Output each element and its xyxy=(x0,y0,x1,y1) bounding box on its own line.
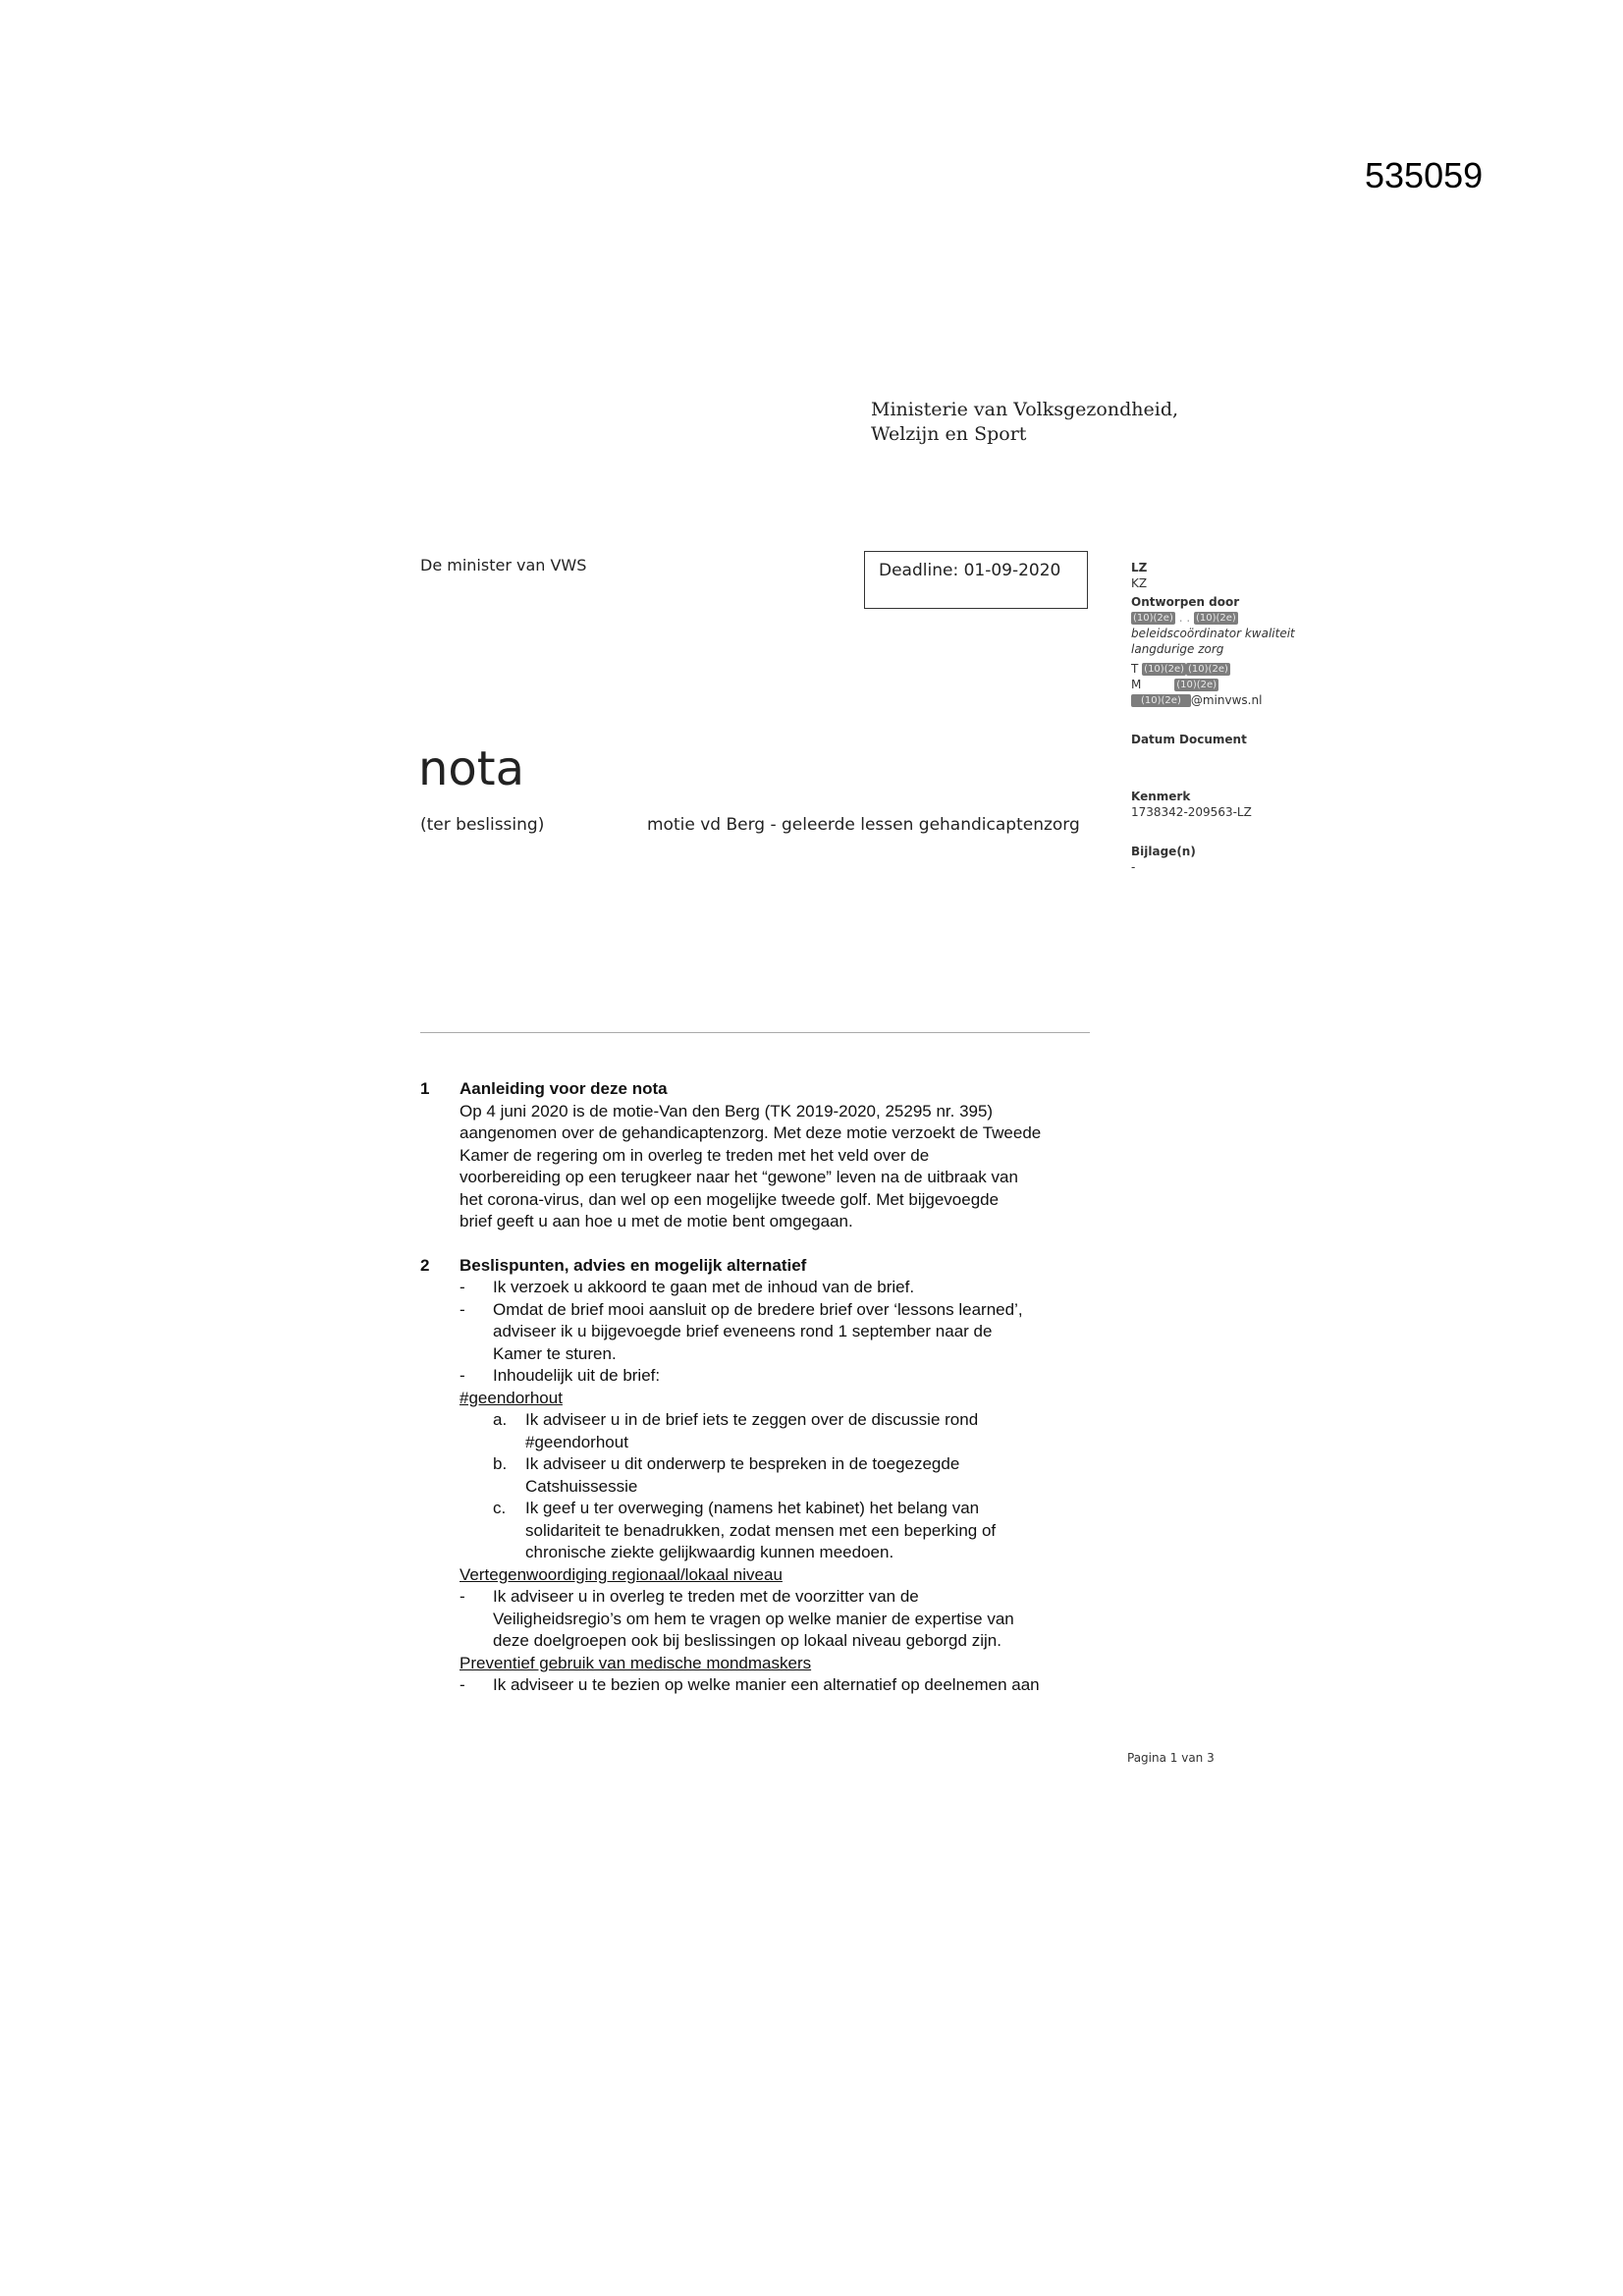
list-marker: - xyxy=(460,1278,465,1296)
list-item-line: Ik adviseer u dit onderwerp te bespreken in de toegezegde xyxy=(525,1454,960,1473)
attachments-label: Bijlage(n) xyxy=(1131,845,1196,858)
list-item xyxy=(460,1409,1127,1453)
list-item-line: Veiligheidsregio’s om hem te vragen op welke manier de expertise van xyxy=(493,1609,1014,1628)
list-marker: b. xyxy=(493,1454,508,1473)
list-item-line: Ik adviseer u in overleg te treden met de voorzitter van de xyxy=(493,1587,919,1606)
designed-by-names: (10)(2e) . . (10)(2e) xyxy=(1133,611,1236,625)
document-number: 535059 xyxy=(1365,155,1484,195)
list-item xyxy=(460,1277,1127,1299)
list-marker: c. xyxy=(493,1499,507,1517)
list-item-line: Omdat de brief mooi aansluit op de bredere brief over ‘lessons learned’, xyxy=(493,1299,1023,1319)
list-item-line: deze doelgroepen ook bij beslissingen op lokaal niveau geborgd zijn. xyxy=(493,1631,1001,1650)
subheading: Vertegenwoordiging regionaal/lokaal niveau xyxy=(460,1564,783,1584)
list-item-line: chronische ziekte gelijkwaardig kunnen meedoen. xyxy=(525,1543,894,1561)
list-item-line: Kamer te sturen. xyxy=(493,1343,617,1363)
divider xyxy=(420,1032,1090,1033)
list-item-line: #geendorhout xyxy=(525,1432,628,1451)
paragraph-line: Op 4 juni 2020 is de motie-Van den Berg (TK 2019-2020, 25295 nr. 395) xyxy=(460,1101,994,1121)
mobile-label: M xyxy=(1131,678,1142,691)
department-lz: LZ xyxy=(1131,561,1148,574)
section-heading: Aanleiding voor deze nota xyxy=(460,1079,668,1098)
list-marker: a. xyxy=(493,1410,508,1429)
subheading: Preventief gebruik van medische mondmaskers xyxy=(460,1653,812,1672)
page-number: Pagina 1 van 3 xyxy=(1127,1751,1215,1765)
phone-label: T xyxy=(1131,662,1139,676)
section-heading: Beslispunten, advies en mogelijk alternatief xyxy=(460,1255,807,1275)
list-item-line: adviseer ik u bijgevoegde brief eveneens rond 1 september naar de xyxy=(493,1322,993,1340)
document-body xyxy=(420,1078,1127,1697)
section-2 xyxy=(420,1255,1127,1697)
list-item-line: Inhoudelijk uit de brief: xyxy=(493,1366,661,1385)
mobile-line xyxy=(1131,677,1327,692)
redaction-block: (10)(2e) xyxy=(1144,664,1185,675)
redaction-block: (10)(2e) xyxy=(1176,680,1217,690)
addressee: De minister van VWS xyxy=(420,556,587,574)
paragraph-line: aangenomen over de gehandicaptenzorg. Met deze motie verzoekt de Tweede xyxy=(460,1123,1042,1142)
list-item-line: Ik adviseer u te bezien op welke manier een alternatief op deelnemen aan xyxy=(493,1675,1040,1694)
list-item xyxy=(460,1453,1127,1498)
list-marker: - xyxy=(460,1675,465,1694)
list-item-line: solidariteit te benadrukken, zodat mensen met een beperking of xyxy=(525,1520,997,1540)
subheading: #geendorhout xyxy=(460,1388,563,1407)
deadline-box: Deadline: 01-09-2020 xyxy=(864,551,1088,609)
phone-line xyxy=(1131,661,1327,677)
document-type: (ter beslissing) xyxy=(420,815,545,835)
redaction-block: (10)(2e) xyxy=(1133,613,1173,624)
department-kz: KZ xyxy=(1131,576,1148,590)
ministry-name xyxy=(871,398,1178,447)
list-item xyxy=(460,1498,1127,1564)
date-label: Datum Document xyxy=(1131,733,1247,746)
list-item-line: Ik geef u ter overweging (namens het kabinet) het belang van xyxy=(525,1499,980,1517)
list-marker: - xyxy=(460,1587,465,1606)
list-item-line: Ik adviseer u in de brief iets te zeggen over de discussie rond xyxy=(525,1410,979,1429)
paragraph-line: brief geeft u aan hoe u met de motie bent omgegaan. xyxy=(460,1212,853,1230)
redaction-block: (10)(2e) xyxy=(1188,664,1228,675)
document-title: nota xyxy=(418,741,525,796)
sidebar-metadata xyxy=(1131,560,1327,875)
list-item-line: Catshuissessie xyxy=(525,1476,638,1496)
list-item xyxy=(460,1586,1127,1653)
email-domain: @minvws.nl xyxy=(1190,693,1263,707)
section-number: 1 xyxy=(420,1079,430,1098)
paragraph-line: voorbereiding op een terugkeer naar het “gewone” leven na de uitbraak van xyxy=(460,1168,1018,1186)
redaction-block: (10)(2e) xyxy=(1195,613,1236,624)
paragraph-line: Kamer de regering om in overleg te treden met het veld over de xyxy=(460,1145,930,1165)
role-line-2: langdurige zorg xyxy=(1131,642,1224,656)
list-item xyxy=(460,1299,1127,1366)
ministry-line-1: Ministerie van Volksgezondheid, xyxy=(871,399,1179,420)
list-item xyxy=(460,1365,1127,1388)
attachments-value: - xyxy=(1131,860,1136,874)
paragraph-line: het corona-virus, dan wel op een mogelijke tweede golf. Met bijgevoegde xyxy=(460,1189,1000,1209)
ministry-line-2: Welzijn en Sport xyxy=(871,423,1027,445)
list-item-line: Ik verzoek u akkoord te gaan met de inhoud van de brief. xyxy=(493,1278,915,1296)
reference-label: Kenmerk xyxy=(1131,790,1191,803)
document-subject: motie vd Berg - geleerde lessen gehandicaptenzorg xyxy=(647,815,1080,835)
section-number: 2 xyxy=(420,1255,430,1275)
email-line xyxy=(1131,692,1327,708)
designed-by-label: Ontworpen door xyxy=(1131,595,1240,609)
list-marker: - xyxy=(460,1299,465,1319)
redaction-block: (10)(2e) xyxy=(1131,694,1191,707)
list-marker: - xyxy=(460,1366,465,1385)
reference-value: 1738342-209563-LZ xyxy=(1131,805,1252,819)
section-1 xyxy=(420,1078,1127,1233)
list-item xyxy=(460,1674,1127,1697)
role-line-1: beleidscoördinator kwaliteit xyxy=(1131,627,1295,640)
